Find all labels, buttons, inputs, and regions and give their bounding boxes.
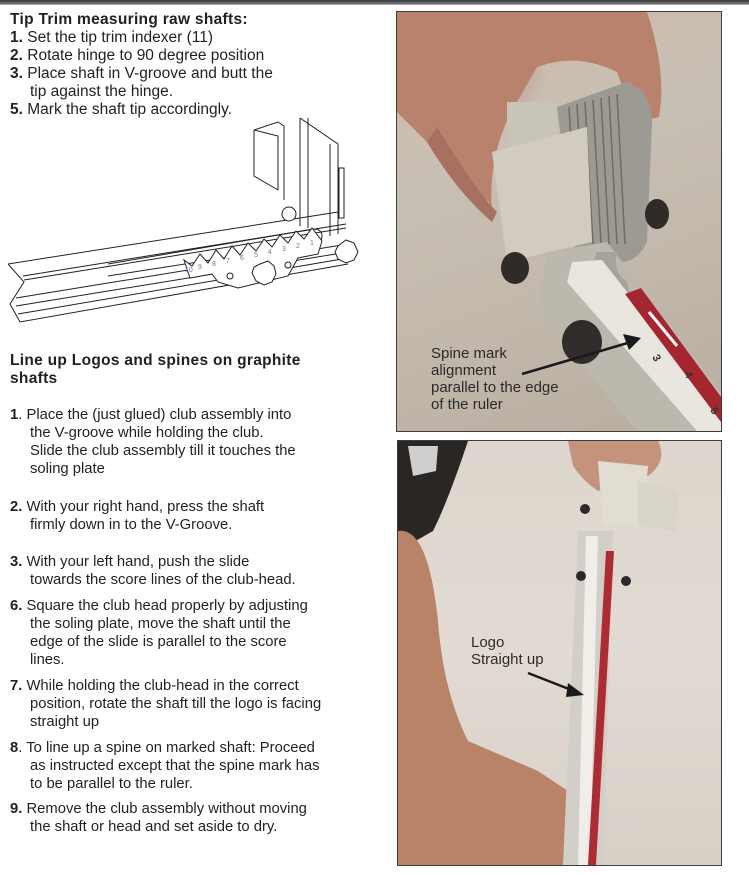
top-border-bar (0, 0, 749, 5)
photo1-annotation: Spine mark alignment parallel to the edge of the ruler (431, 345, 559, 413)
step-item: 3. Place shaft in V-groove and butt the tip against the hinge. (10, 65, 273, 100)
svg-text:10: 10 (185, 267, 193, 274)
arrow-icon (528, 673, 574, 691)
svg-text:3: 3 (649, 352, 663, 364)
svg-text:5: 5 (707, 405, 721, 417)
svg-text:6: 6 (240, 255, 244, 262)
step-item: 1. Place the (just glued) club assembly into the V-groove while holding the club. Slide the club assembly till it touches the soling plate (10, 407, 296, 477)
step-item: 7. While holding the club-head in the correct position, rotate the shaft till the logo is facing straight up (10, 678, 322, 730)
photo-logo-straight-up (397, 440, 722, 866)
svg-text:1: 1 (310, 240, 314, 247)
photo-illustration (398, 441, 721, 865)
svg-text:7: 7 (226, 258, 230, 265)
tip-trim-diagram (8, 116, 368, 336)
step-item: 5. Mark the shaft tip accordingly. (10, 101, 232, 118)
svg-text:4: 4 (268, 249, 272, 256)
svg-text:8: 8 (212, 261, 216, 268)
svg-text:4: 4 (681, 369, 695, 381)
photo2-annotation: Logo Straight up (471, 634, 544, 668)
step-item: 1. Set the tip trim indexer (11) (10, 29, 214, 46)
step-item: 8. To line up a spine on marked shaft: Proceed as instructed except that the spine mark has to be parallel to the ruler. (10, 740, 320, 792)
svg-text:5: 5 (254, 252, 258, 259)
step-item: 3. With your left hand, push the slide towards the score lines of the club-head. (10, 554, 296, 588)
svg-text:3: 3 (282, 246, 286, 253)
section-title-line-up: Line up Logos and spines on graphite shafts (10, 352, 301, 387)
svg-text:2: 2 (296, 243, 300, 250)
step-item: 2. With your right hand, press the shaft firmly down in to the V-Groove. (10, 499, 265, 533)
step-item: 2. Rotate hinge to 90 degree position (10, 47, 265, 64)
step-item: 6. Square the club head properly by adjusting the soling plate, move the shaft until the edge of the slide is parallel to the score lines. (10, 598, 308, 668)
step-item: 9. Remove the club assembly without moving the shaft or head and set aside to dry. (10, 801, 307, 835)
section-title-tip-trim: Tip Trim measuring raw shafts: (10, 11, 248, 28)
photo-spine-alignment (396, 11, 722, 432)
svg-text:9: 9 (198, 264, 202, 271)
section-tip-trim (10, 11, 380, 119)
